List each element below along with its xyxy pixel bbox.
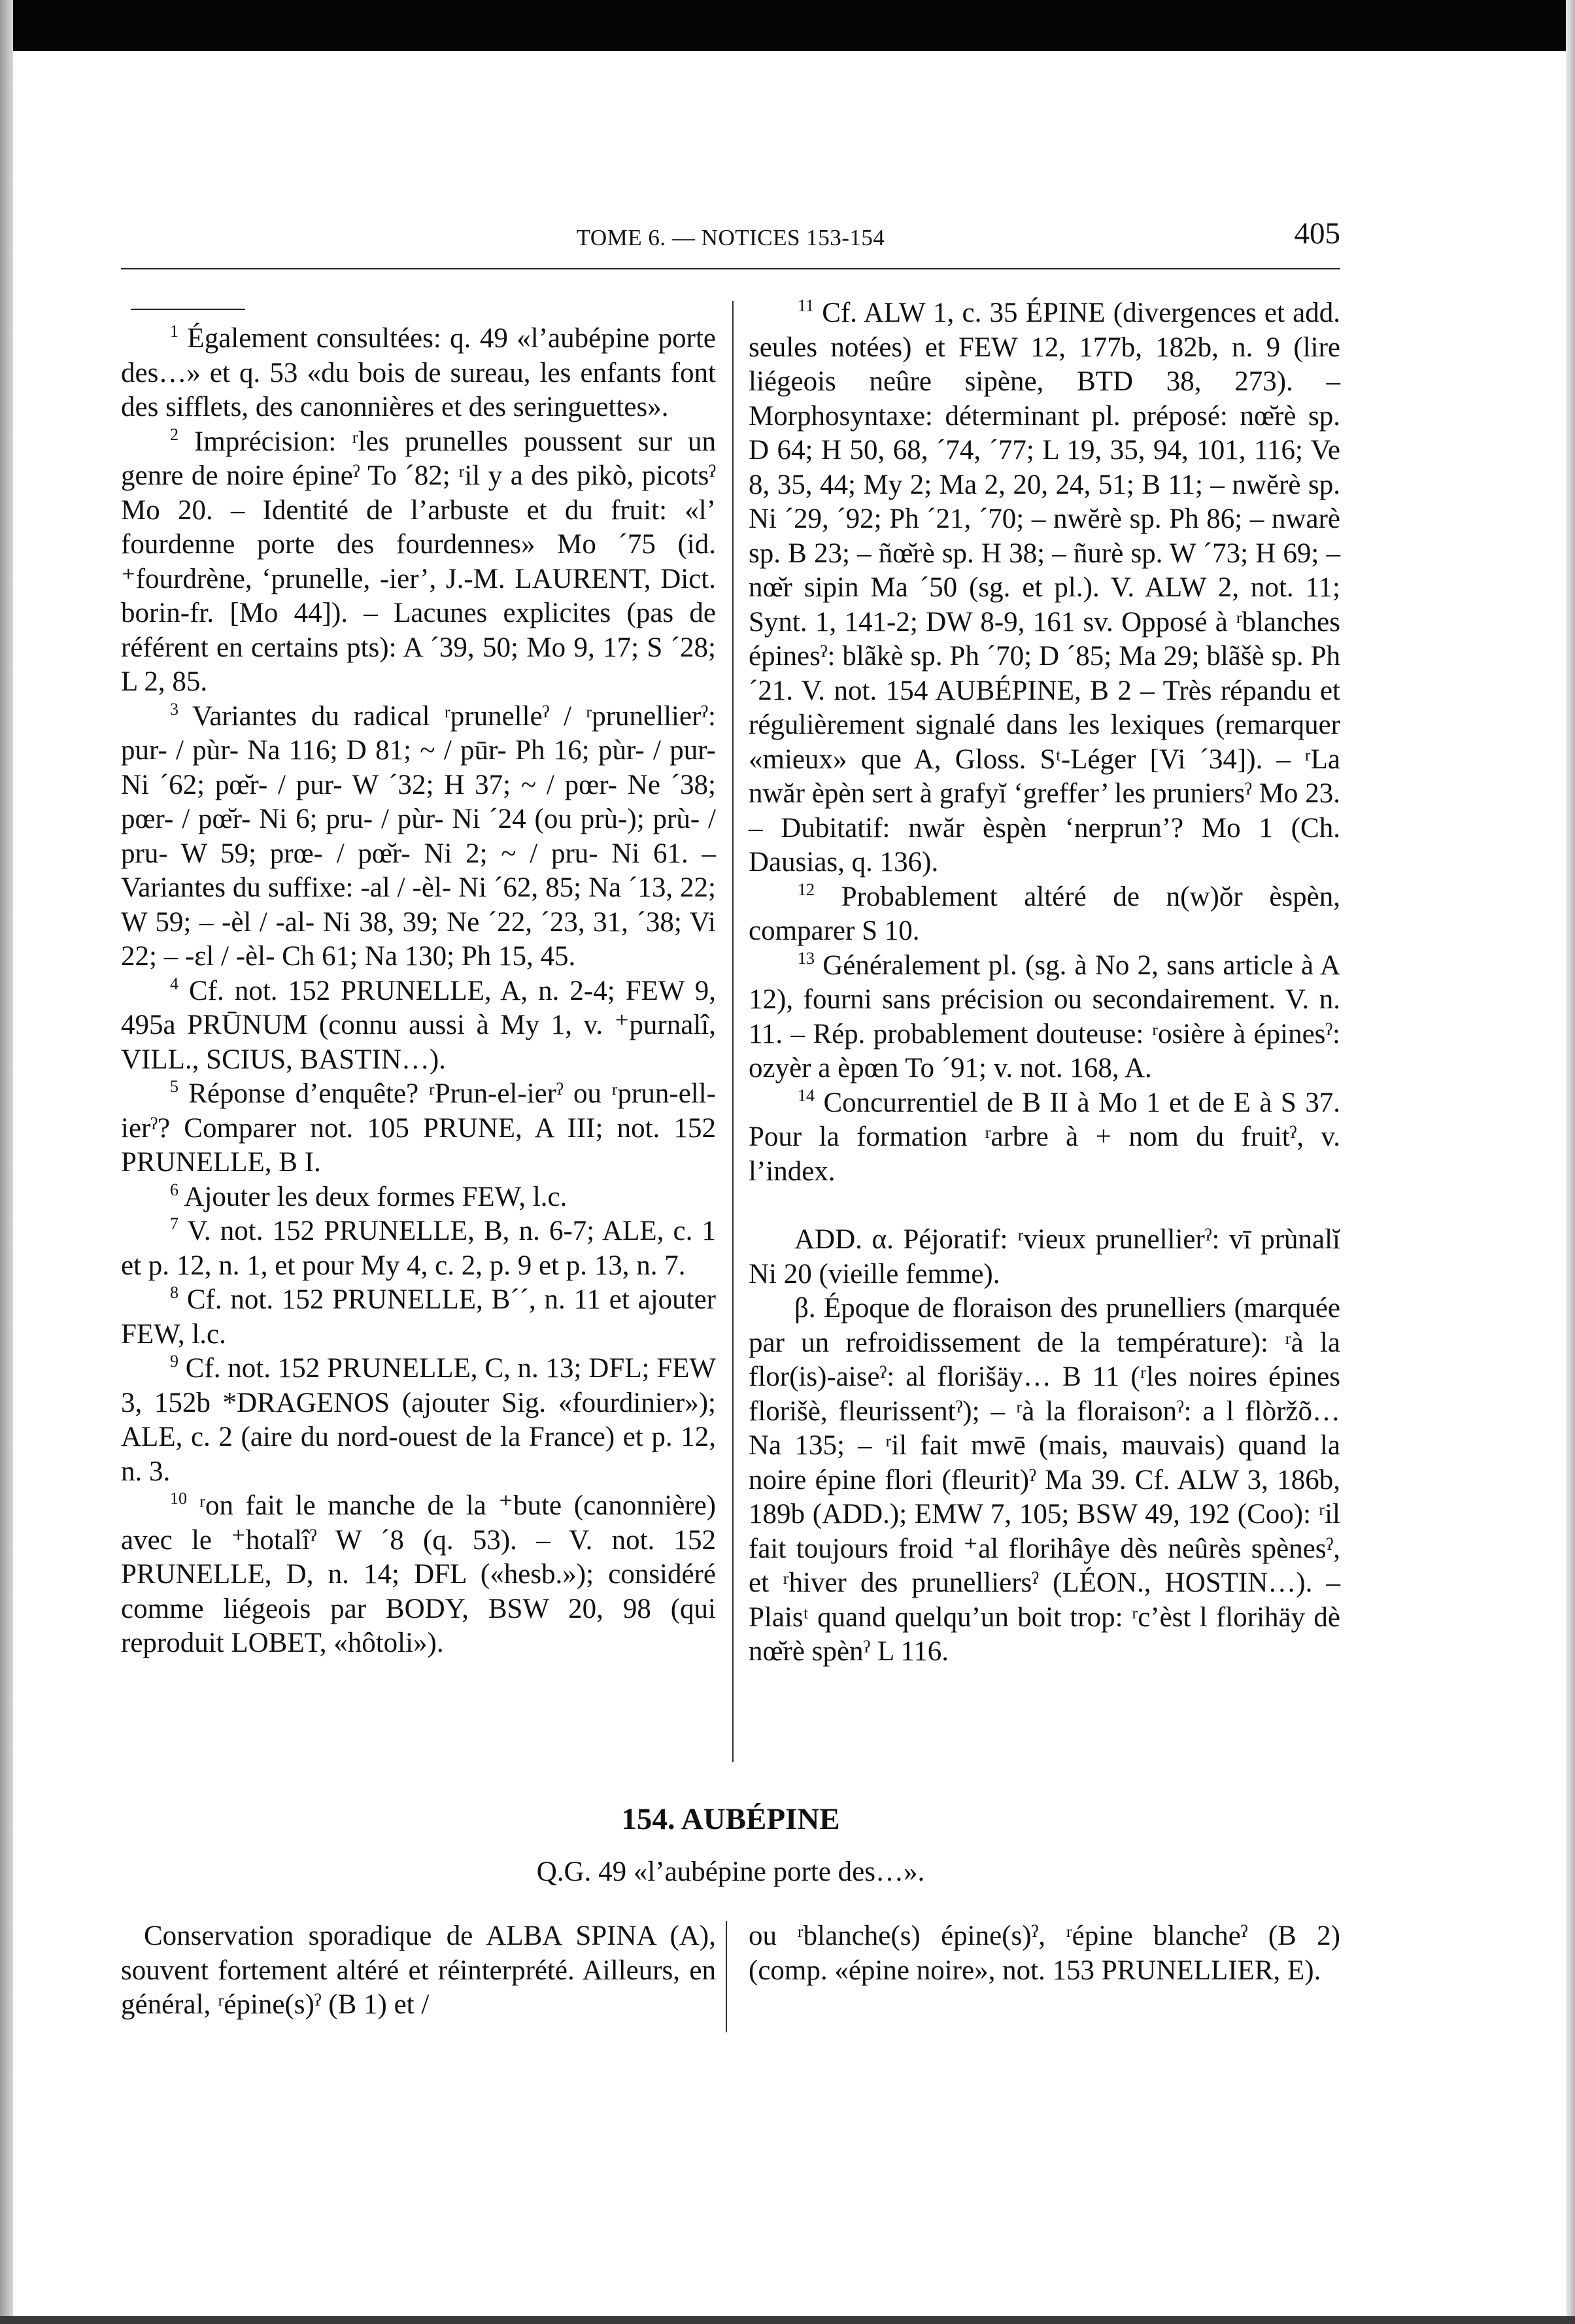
- addition-paragraph: ADD. α. Péjoratif: ʳvieux prunellierˀ: vī prùnalĭ Ni 20 (vieille femme).: [749, 1224, 1340, 1290]
- footnote: [121, 1077, 716, 1180]
- additions-block: [749, 1223, 1340, 1669]
- footnote-text: Probablement altéré de n(w)ŏr èspèn, comparer S 10.: [749, 881, 1340, 946]
- scan-bottom-edge: [0, 2316, 1575, 2324]
- footnote-number: 7: [170, 1214, 178, 1233]
- footnote: [121, 1214, 716, 1283]
- footnote: [121, 1489, 716, 1661]
- intro-right-column: [749, 1919, 1340, 1988]
- footnote: [121, 1180, 716, 1215]
- footnote-text: Réponse d’enquête? ʳPrun-el-ierˀ ou ʳprun-ell-ierˀ? Comparer not. 105 PRUNE, A III; not. 152 PRUNELLE, B I.: [121, 1078, 716, 1178]
- footnote-number: 14: [798, 1085, 815, 1105]
- footnote-text: Cf. not. 152 PRUNELLE, A, n. 2-4; FEW 9, 495a PRŪNUM (connu aussi à My 1, v. ⁺purnalî, VILL., SCIUS, BASTIN…).: [121, 975, 717, 1075]
- page-number: 405: [1294, 216, 1340, 250]
- footnote: [121, 1283, 716, 1352]
- footnote-number: 9: [170, 1352, 178, 1371]
- intro-paragraph-continued: ou ʳblanche(s) épine(s)ˀ, ʳépine blancheˀ (B 2) (comp. «épine noire», not. 153 PRUNELLIER, E).: [749, 1921, 1340, 1986]
- intro-left-column: [121, 1919, 716, 2023]
- footnote-number: 4: [170, 974, 178, 993]
- footnote-text: V. not. 152 PRUNELLE, B, n. 6-7; ALE, c. 1 et p. 12, n. 1, et pour My 4, c. 2, p. 9 et p. 13, n. 7.: [121, 1216, 717, 1281]
- header-rule: [121, 268, 1340, 269]
- page-header: [121, 216, 1340, 262]
- footnote-number: 5: [170, 1077, 178, 1096]
- footnote-number: 6: [170, 1180, 178, 1199]
- footnote-number: 10: [170, 1489, 187, 1508]
- footnote-number: 11: [798, 296, 815, 315]
- footnote-number: 3: [170, 699, 178, 719]
- section-question: Q.G. 49 «l’aubépine porte des…».: [536, 1856, 925, 1887]
- scan-top-border: [0, 0, 1575, 51]
- footnotes-left-column: [121, 322, 716, 1661]
- footnote-number: 13: [798, 948, 815, 968]
- footnote: [121, 700, 716, 974]
- footnote-number: 2: [170, 424, 178, 444]
- column-divider: [732, 301, 734, 1762]
- footnote-text: Ajouter les deux formes FEW, l.c.: [184, 1181, 567, 1212]
- footnote-text: Imprécision: ʳles prunelles poussent sur un genre de noire épineˀ To ´82; ʳil y a des pikò, picotsˀ Mo 20. – Identité de l’arbuste et du fruit: «l’ fourdenne porte des fourdennes» Mo ´75 (id. ⁺fourdrène, ‘prunelle, -ier’, J.-M. LAURENT, Dict. borin-fr. [Mo 44]). – Lacunes explicites (pas de référent en certains pts): A ´39, 50; Mo 9, 17; S ´28; L 2, 85.: [121, 426, 716, 697]
- addition-paragraph: β. Époque de floraison des prunelliers (marquée par un refroidissement de la température): ʳà la flor(is)-aiseˀ: al florišäy… B 11 (ʳles noires épines florišè, fleurissentˀ); – ʳà la floraisonˀ: a l flòržõ… Na 135; – ʳil fait mwē (mais, mauvais) quand la noire épine flori (fleurit)ˀ Ma 39. Cf. ALW 3, 186b, 189b (ADD.); EMW 7, 105; BSW 49, 192 (Coo): ʳil fait toujours froid ⁺al florihâye dès neûrès spènesˀ, et ʳhiver des prunelliersˀ (LÉON., HOSTIN…). – Plaisᵗ quand quelqu’un boit trop: ʳc’èst l florihäy dè nœ̆rè spènˀ L 116.: [749, 1293, 1340, 1667]
- section-title: 154. AUBÉPINE: [621, 1802, 840, 1836]
- footnote-text: Également consultées: q. 49 «l’aubépine porte des…» et q. 53 «du bois de sureau, les enfants font des sifflets, des canonnières et des seringuettes».: [121, 323, 717, 422]
- footnote-separator: [131, 309, 245, 310]
- footnotes-right-column: [749, 296, 1340, 1669]
- footnote-number: 8: [170, 1283, 178, 1302]
- footnote: [749, 880, 1340, 949]
- footnote-text: Généralement pl. (sg. à No 2, sans article à A 12), fourni sans précision ou secondairement. V. n. 11. – Rép. probablement douteuse: ʳosière à épinesˀ: ozyèr a èpœn To ´91; v. not. 168, A.: [749, 949, 1341, 1084]
- scan-right-edge: [1566, 0, 1575, 2324]
- intro-paragraph: Conservation sporadique de ALBA SPINA (A), souvent fortement altéré et réinterprété. Ailleurs, en général, ʳépine(s)ˀ (B 1) et /: [121, 1921, 716, 2020]
- footnote: [121, 425, 716, 700]
- footnote-number: 12: [798, 880, 815, 899]
- scan-left-edge: [0, 0, 13, 2324]
- intro-column-divider: [726, 1921, 727, 2032]
- footnote-text: ʳon fait le manche de la ⁺bute (canonnière) avec le ⁺hotalîˀ W ´8 (q. 53). – V. not. 152 PRUNELLE, D, n. 14; DFL («hesb.»); considéré comme liégeois par BODY, BSW 20, 98 (qui reproduit LOBET, «hôtoli»).: [121, 1490, 716, 1658]
- footnote: [749, 1086, 1340, 1189]
- running-head: TOME 6. — NOTICES 153-154: [576, 225, 885, 250]
- footnote: [749, 949, 1340, 1086]
- footnote: [121, 322, 716, 425]
- footnote-text: Cf. ALW 1, c. 35 ÉPINE (divergences et add. seules notées) et FEW 12, 177b, 182b, n. 9 (lire liégeois neûre sipène, BTD 38, 273). – Morphosyntaxe: déterminant pl. préposé: nœ̆rè sp. D 64; H 50, 68, ´74, ´77; L 19, 35, 94, 101, 116; Ve 8, 35, 44; My 2; Ma 2, 20, 24, 51; B 11; – nwĕrè sp. Ni ´29, ´92; Ph ´21, ´70; – nwĕrè sp. Ph 86; – nwarè sp. B 23; – ñœ̆rè sp. H 38; – ñurè sp. W ´73; H 69; – nœ̆r sipin Ma ´50 (sg. et pl.). V. ALW 2, not. 11; Synt. 1, 141-2; DW 8-9, 161 sv. Opposé à ʳblanches épinesˀ: blãkè sp. Ph ´70; D ´85; Ma 29; blãšè sp. Ph ´21. V. not. 154 AUBÉPINE, B 2 – Très répandu et régulièrement signalé dans les lexiques (remarquer «mieux» que A, Gloss. Sᵗ-Léger [Vi ´34]). – ʳLa nwăr èpèn sert à grafyĭ ‘greffer’ les pruniersˀ Mo 23. – Dubitatif: nwăr èspèn ‘nerprun’? Mo 1 (Ch. Dausias, q. 136).: [749, 298, 1340, 878]
- footnote-number: 1: [170, 322, 178, 341]
- footnote-text: Variantes du radical ʳprunelleˀ / ʳprunellierˀ: pur- / pùr- Na 116; D 81; ~ / pūr- Ph 16; pùr- / pur- Ni ´62; pœ̆r- / pur- W ´32; H 37; ~ / pœr- Ne ´38; pœr- / pœ̆r- Ni 6; pru- / pùr- Ni ´24 (ou prù-); prù- / pru- W 59; prœ- / pœ̆r- Ni 2; ~ / pru- Ni 61. – Variantes du suffixe: -al / -èl- Ni ´62, 85; Na ´13, 22; W 59; – -èl / -al- Ni 38, 39; Ne ´22, ´23, 31, ´38; Vi 22; – -ɛl / -èl- Ch 61; Na 130; Ph 15, 45.: [121, 700, 717, 972]
- footnote-text: Concurrentiel de B II à Mo 1 et de E à S 37. Pour la formation ʳarbre à + nom du fruitˀ, v. l’index.: [749, 1087, 1341, 1187]
- footnote: [121, 1352, 716, 1489]
- footnote-text: Cf. not. 152 PRUNELLE, B´´, n. 11 et ajouter FEW, l.c.: [121, 1284, 717, 1350]
- footnote: [749, 296, 1340, 880]
- footnote-text: Cf. not. 152 PRUNELLE, C, n. 13; DFL; FEW 3, 152b *DRAGENOS (ajouter Sig. «fourdinier»); ALE, c. 2 (aire du nord-ouest de la France) et p. 12, n. 3.: [121, 1353, 716, 1487]
- footnote: [121, 974, 716, 1078]
